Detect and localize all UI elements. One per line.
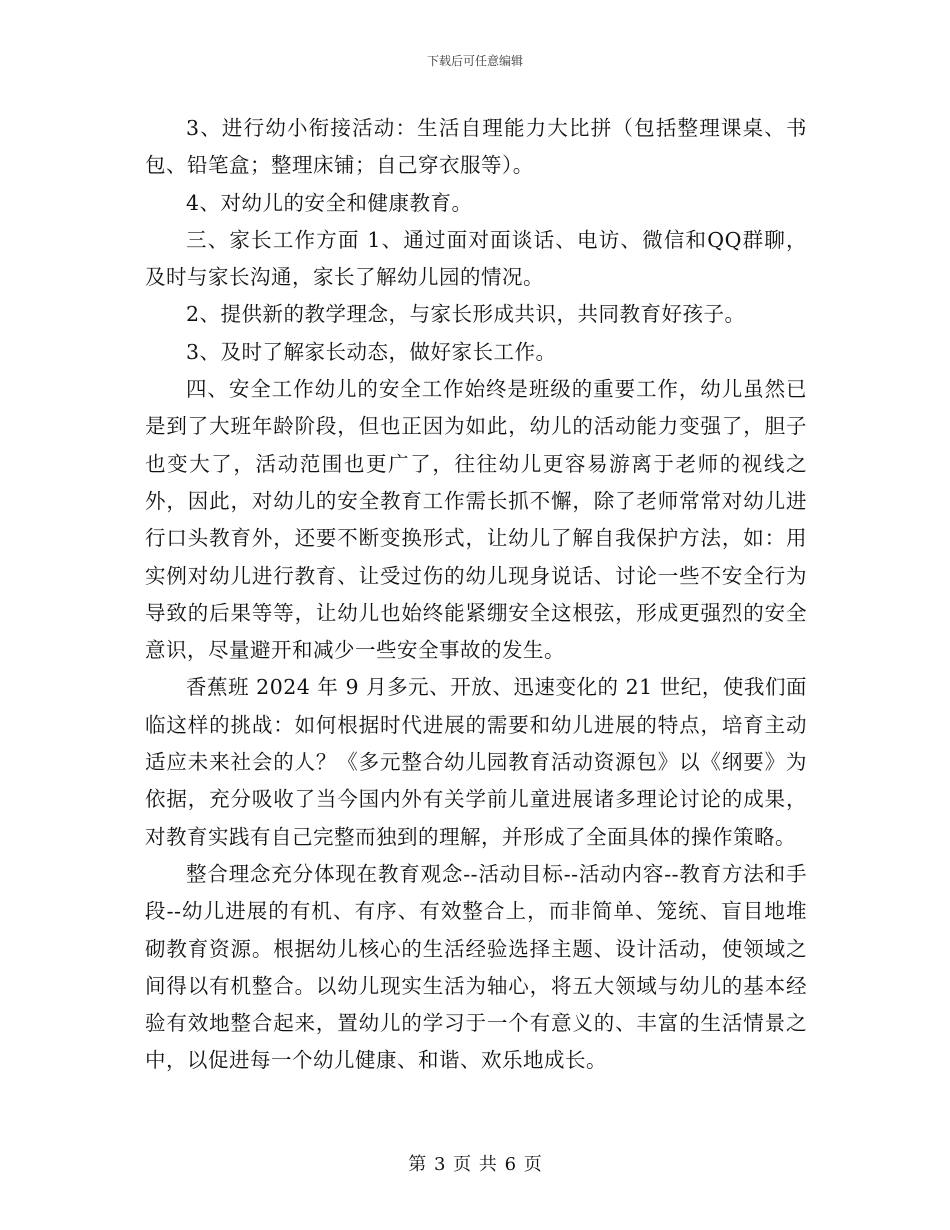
page-header: 下载后可任意编辑 xyxy=(426,54,523,68)
paragraph-parent-dynamics: 3、及时了解家长动态，做好家长工作。 xyxy=(186,339,557,364)
paragraph-safety-health: 4、对幼儿的安全和健康教育。 xyxy=(186,190,473,215)
paragraph-safety-work: 四、安全工作幼儿的安全工作始终是班级的重要工作，幼儿虽然已是到了大班年龄阶段，但也正因为如此，幼儿的活动能力变强了，胆子也变大了，活动范围也更广了，往往幼儿更容易游离于老师的视线之外，因此，对幼儿的安全教育工作需长抓不懈，除了老师常常对幼儿进行口头教育外，还要不断变换形式，让幼儿了解自我保护方法，如：用实例对幼儿进行教育、让受过伤的幼儿现身说话、讨论一些不安全行为导致的后果等等，让幼儿也始终能紧绷安全这根弦，形成更强烈的安全意识，尽量避开和减少一些安全事故的发生。 xyxy=(145,377,807,663)
paragraph-teaching-concept: 2、提供新的教学理念，与家长形成共识，共同教育好孩子。 xyxy=(186,302,746,327)
page-number: 第 3 页 共 6 页 xyxy=(408,1154,542,1175)
paragraph-transition-activity: 3、进行幼小衔接活动：生活自理能力大比拼（包括整理课桌、书包、铅笔盒；整理床铺；自己穿衣服等）。 xyxy=(145,116,807,178)
paragraph-parent-work: 三、家长工作方面 1、通过面对面谈话、电访、微信和QQ群聊，及时与家长沟通，家长了解幼儿园的情况。 xyxy=(145,227,807,290)
paragraph-integration-concept: 整合理念充分体现在教育观念--活动目标--活动内容--教育方法和手段--幼儿进展的有机、有序、有效整合上，而非简单、笼统、盲目地堆砌教育资源。根据幼儿核心的生活经验选择主题、设计活动，使领域之间得以有机整合。以幼儿现实生活为轴心，将五大领域与幼儿的基本经验有效地整合起来，置幼儿的学习于一个有意义的、丰富的生活情景之中，以促进每一个幼儿健康、和谐、欢乐地成长。 xyxy=(145,861,807,1073)
document-body xyxy=(145,110,807,1080)
paragraph-banana-class: 香蕉班 2024 年 9 月多元、开放、迅速变化的 21 世纪，使我们面临这样的挑战：如何根据时代进展的需要和幼儿进展的特点，培育主动适应未来社会的人？《多元整合幼儿园教育活动资源包》以《纲要》为依据，充分吸收了当今国内外有关学前儿童进展诸多理论讨论的成果，对教育实践有自己完整而独到的理解，并形成了全面具体的操作策略。 xyxy=(145,675,807,849)
